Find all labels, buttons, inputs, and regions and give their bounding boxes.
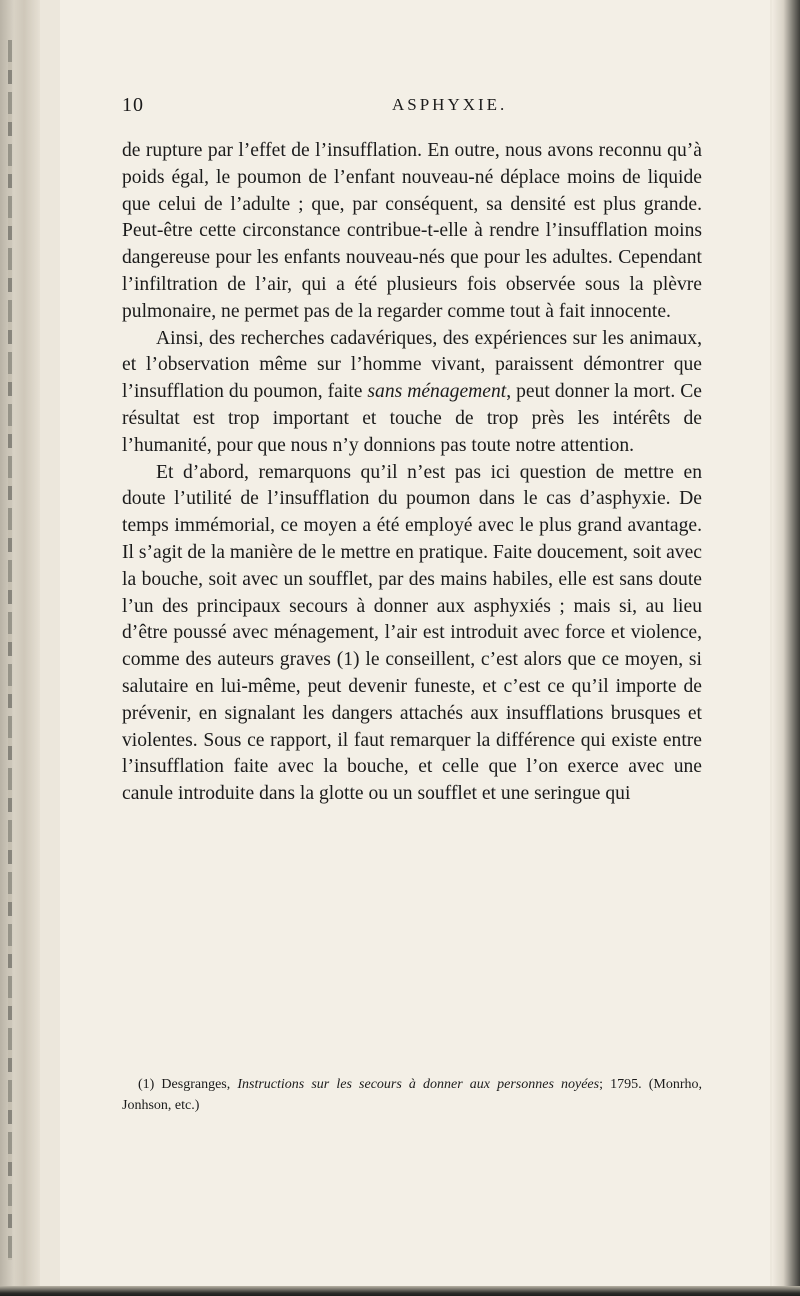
book-edge-right <box>772 0 800 1296</box>
paragraph-3: Et d’abord, remarquons qu’il n’est pas ici question de mettre en doute l’utilité de l’insufflation du poumon dans le cas d’asphyxie. De temps immémorial, ce moyen a été employé avec le plus grand avantage. Il s’agit de la manière de le mettre en pratique. Faite doucement, soit avec la bouche, soit avec un soufflet, par des mains habiles, elle est sans doute l’un des principaux secours à donner aux asphyxiés ; mais si, au lieu d’être poussé avec ménagement, l’air est introduit avec force et violence, comme des auteurs graves (1) le conseillent, c’est alors que ce moyen, si salutaire en lui-même, peut devenir funeste, et c’est ce qu’il importe de prévenir, en signalant les dangers attachés aux insufflations brusques et violentes. Sous ce rapport, il faut remarquer la différence qui existe entre l’insufflation faite avec la bouche, et celle que l’on exerce avec une canule introduite dans la glotte ou un soufflet et une seringue qui <box>122 461 702 805</box>
running-head: ASPHYXIE. <box>392 95 508 114</box>
book-gutter-left <box>0 0 40 1296</box>
paragraph-2 <box>122 326 702 460</box>
footnote-title: Instructions sur les secours à donner aux personnes noyées <box>237 1077 600 1092</box>
page-header <box>122 94 692 124</box>
body-text <box>122 138 702 808</box>
paragraph-1: de rupture par l’effet de l’insufflation. En outre, nous avons reconnu qu’à poids égal, le poumon de l’enfant nouveau-né déplace moins de liquide que celui de l’adulte ; que, par conséquent, sa densité est plus grande. Peut-être cette circonstance contribue-t-elle à rendre l’insufflation moins dangereuse pour les enfants nouveau-nés que pour les adultes. Cependant l’infiltration de l’air, qui a été plusieurs fois observée sous la plèvre pulmonaire, ne permet pas de la regarder comme tout à fait innocente. <box>122 140 702 322</box>
footnote-lead: (1) Desgranges, <box>138 1077 238 1092</box>
footnote-tail: ; 1795. (Monrho, Jonhson, etc.) <box>122 1077 702 1113</box>
footnote-text <box>122 1074 702 1116</box>
book-edge-bottom <box>0 1286 800 1296</box>
footnote <box>122 1074 702 1116</box>
paragraph-2-text-b: , peut donner la mort. Ce résultat est trop important et touche de trop près les intérêts de l’humanité, pour que nous n’y donnions pas toute notre attention. <box>122 381 702 456</box>
paragraph-2-text-a: Ainsi, des recherches cadavériques, des expériences sur les animaux, et l’observation même sur l’homme vivant, paraissent démontrer que l’insufflation du poumon, faite <box>122 327 702 403</box>
page-number: 10 <box>122 94 144 116</box>
paragraph-2-emphasis: sans ménagement <box>367 381 507 403</box>
